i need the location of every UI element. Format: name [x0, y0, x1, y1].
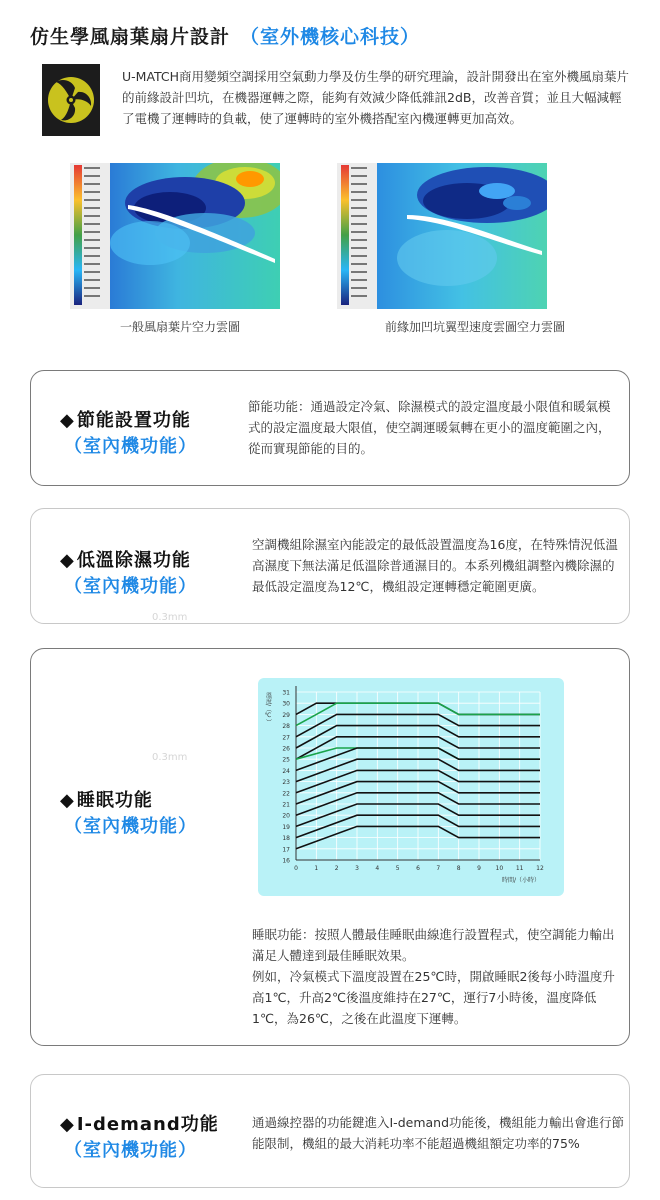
sleep-curve-svg	[258, 678, 564, 896]
x-tick-label: 7	[436, 865, 441, 872]
heatmap-dimpled-blade	[337, 163, 547, 309]
x-tick-label: 1	[314, 865, 319, 872]
intro-text: U-MATCH商用變頻空調採用空氣動力學及仿生學的研究理論，設計開發出在室外機風扇葉片的前緣設計凹坑，在機器運轉之際，能夠有效減少降低雜訊2dB，改善音質；並且大幅減輕了電機了運轉時的負載，使了運轉時的室外機搭配室內機運轉更加高效。	[122, 69, 630, 126]
y-tick-label: 26	[282, 745, 290, 753]
y-tick-label: 24	[282, 767, 290, 775]
y-tick-label: 16	[282, 857, 290, 865]
y-tick-label: 18	[282, 835, 290, 843]
heatmap-caption-dimpled: 前緣加凹坑翼型速度雲圖空力雲圖	[385, 320, 566, 334]
y-tick-label: 31	[282, 689, 290, 697]
page-title	[30, 22, 420, 49]
watermark-text: 0.3mm	[152, 752, 188, 763]
x-tick-label: 2	[334, 865, 339, 872]
y-tick-label: 28	[282, 723, 290, 731]
y-axis-label: 溫度/（℃）	[264, 692, 272, 726]
sleep-curve-chart	[258, 678, 564, 896]
feature-title-energy-saving: ◆ 節能設置功能	[60, 410, 191, 431]
y-tick-label: 29	[282, 711, 290, 719]
x-tick-label: 11	[515, 865, 524, 872]
y-tick-label: 27	[282, 734, 290, 742]
sleep-desc-line-1: 睡眠功能：按照人體最佳睡眠曲線進行設置程式，使空調能力輸出滿足人體達到最佳睡眠效果。	[252, 927, 615, 963]
feature-subtitle-sleep: （室內機功能）	[64, 816, 197, 837]
y-tick-label: 19	[282, 823, 290, 831]
feature-title-sleep: ◆ 睡眠功能	[60, 790, 153, 811]
page-title-main: 仿生學風扇葉扇片設計	[30, 26, 231, 48]
watermark-text: 0.3mm	[152, 612, 188, 623]
x-axis-label: 時間/（小時）	[501, 877, 540, 884]
feature-desc-energy-saving: 節能功能：通過設定冷氣、除濕模式的設定溫度最小限值和暖氣模式的設定溫度最大限值，使空調運暖氣轉在更小的溫度範圍之內，從而實現節能的目的。	[248, 399, 611, 456]
feature-subtitle-low-temp-dehumidify: （室內機功能）	[64, 576, 197, 597]
fan-blade-icon	[42, 64, 100, 136]
x-tick-label: 6	[416, 865, 420, 872]
x-tick-label: 5	[395, 865, 400, 872]
feature-desc-sleep	[252, 924, 626, 1029]
heatmap-normal-blade	[70, 163, 280, 309]
y-tick-label: 20	[282, 812, 290, 820]
y-tick-label: 23	[282, 779, 290, 787]
diamond-bullet-icon: ◆	[60, 790, 75, 811]
feature-subtitle-energy-saving: （室內機功能）	[64, 436, 197, 457]
y-tick-label: 17	[282, 846, 290, 854]
page-title-accent: （室外機核心科技）	[240, 26, 421, 48]
diamond-bullet-icon: ◆	[60, 550, 75, 571]
x-tick-label: 9	[477, 865, 481, 872]
feature-subtitle-i-demand: （室內機功能）	[64, 1140, 197, 1161]
diamond-bullet-icon: ◆	[60, 1114, 75, 1135]
diamond-bullet-icon: ◆	[60, 410, 75, 431]
feature-title-low-temp-dehumidify: ◆ 低溫除濕功能	[60, 550, 191, 571]
y-tick-label: 30	[282, 700, 290, 708]
y-tick-label: 25	[282, 756, 290, 764]
x-tick-label: 8	[456, 865, 461, 872]
heatmap-caption-normal: 一般風扇葉片空力雲圖	[120, 320, 241, 334]
x-tick-label: 4	[375, 865, 380, 872]
x-tick-label: 12	[536, 865, 544, 872]
feature-title-i-demand: ◆ I-demand功能	[60, 1114, 219, 1135]
x-tick-label: 0	[294, 865, 298, 872]
feature-desc-low-temp-dehumidify: 空調機組除濕室內能設定的最低設置溫度為16度，在特殊情況低溫高濕度下無法滿足低溫除普通濕目的。本系列機組調整內機除濕的最低設定溫度為12℃，機組設定運轉穩定範圍更廣。	[252, 537, 618, 594]
sleep-desc-line-2: 例如，冷氣模式下溫度設置在25℃時，開啟睡眠2後每小時溫度升高1℃，升高2℃後溫度維持在27℃，運行7小時後，溫度降低1℃，為26℃，之後在此溫度下運轉。	[252, 969, 615, 1026]
x-tick-label: 10	[495, 865, 504, 872]
x-tick-label: 3	[355, 865, 359, 872]
feature-desc-i-demand: 通過線控器的功能鍵進入I-demand功能後，機組能力輸出會進行節能限制，機組的最大消耗功率不能超過機組額定功率的75%	[252, 1115, 625, 1151]
y-tick-label: 22	[282, 790, 290, 798]
y-tick-label: 21	[282, 801, 290, 809]
